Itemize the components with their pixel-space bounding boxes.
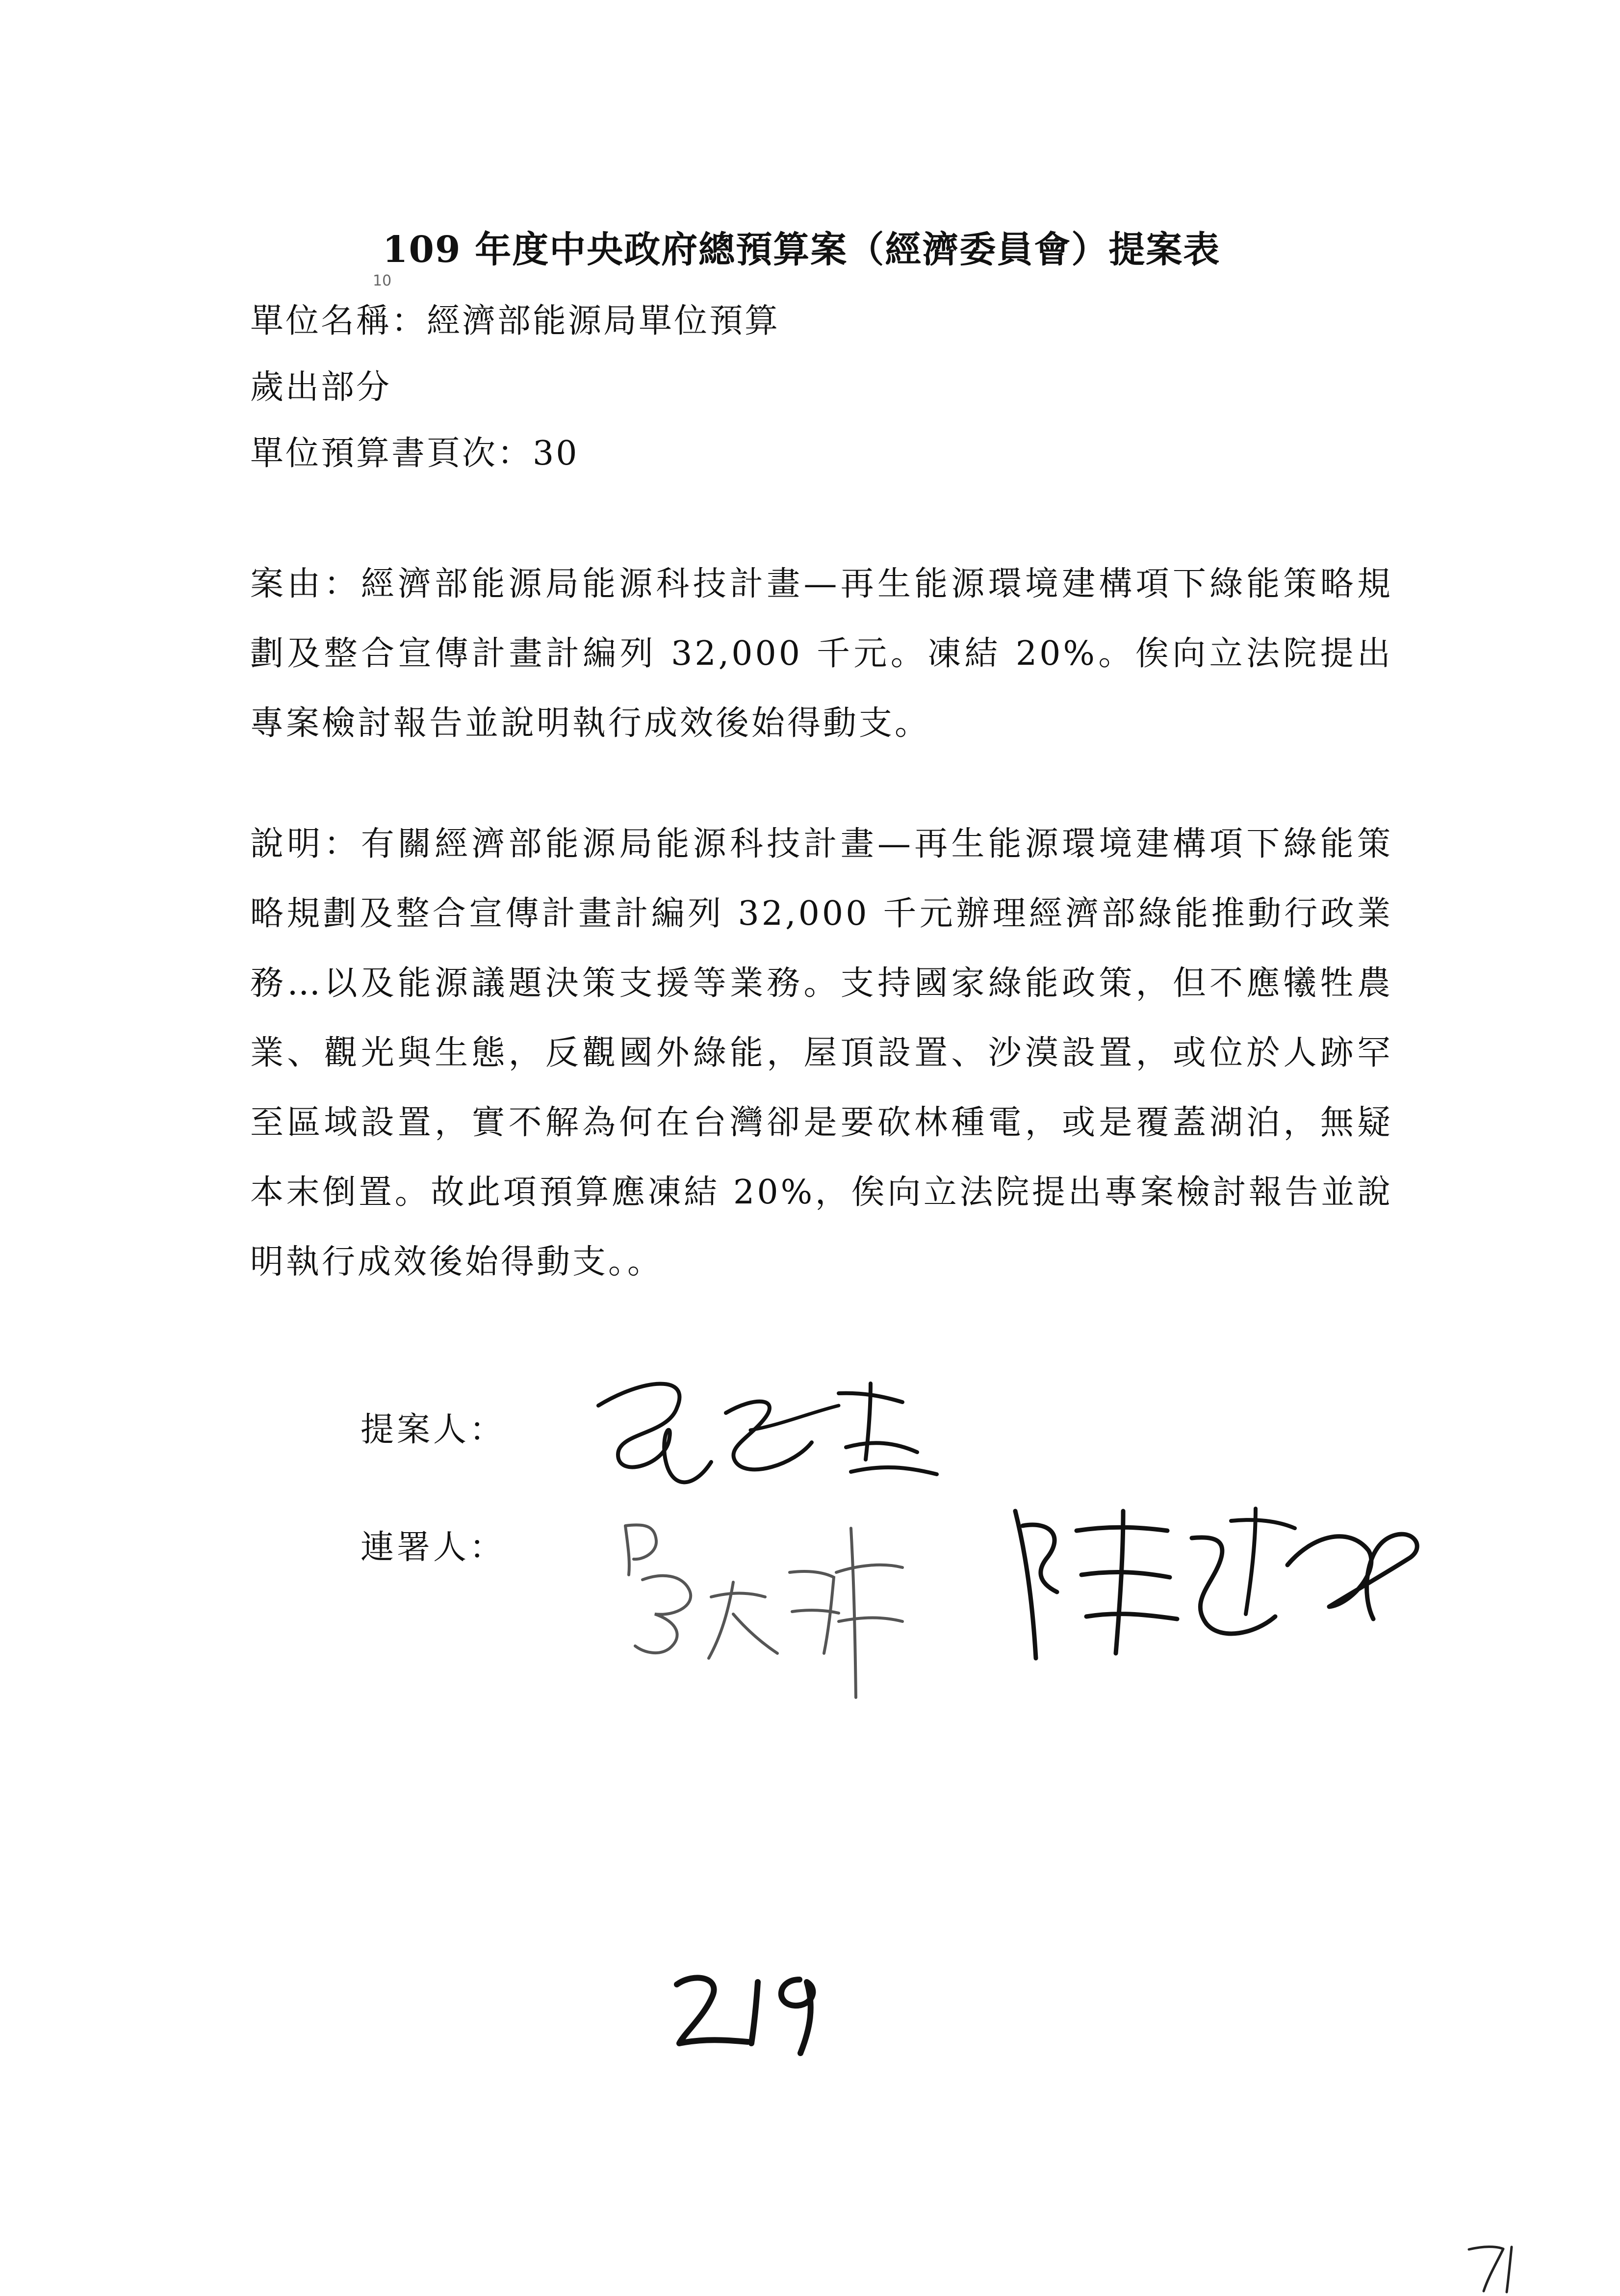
- cosigner-label: 連署人：: [360, 1528, 506, 1567]
- cosigner-signature-1: [608, 1496, 907, 1702]
- proposer-signature: [564, 1349, 966, 1506]
- case-reason-paragraph: 案由：經濟部能源局能源科技計畫—再生能源環境建構項下綠能策略規劃及整合宣傳計畫計編列 32,000 千元。凍結 20%。俟向立法院提出專案檢討報告並說明執行成效後始得動支。: [250, 565, 1393, 743]
- handwritten-page-number: [667, 1962, 829, 2056]
- explanation-paragraph: 說明：有關經濟部能源局能源科技計畫—再生能源環境建構項下綠能策略規劃及整合宣傳計畫計編列 32,000 千元辦理經濟部綠能推動行政業務…以及能源議題決策支援等業務。支持國家綠能政策，但不應犧牲農業、觀光與生態，反觀國外綠能，屋頂設置、沙漠設置，或位於人跡罕至區域設置，實不解為何在台灣卻是要砍林種電，或是覆蓋湖泊，無疑本末倒置。故此項預算應凍結 20%，俟向立法院提出專案檢討報告並說明執行成效後始得動支。。: [250, 825, 1393, 1281]
- small-handwritten-mark: 10: [373, 272, 392, 289]
- corner-page-number: [1462, 2237, 1520, 2296]
- unit-name: 單位名稱：經濟部能源局單位預算: [250, 302, 780, 340]
- section-name: 歲出部分: [250, 368, 392, 407]
- proposer-label: 提案人：: [360, 1410, 506, 1449]
- document-title: 109 年度中央政府總預算案（經濟委員會）提案表: [383, 229, 1221, 271]
- cosigner-signature-2: [1001, 1491, 1432, 1668]
- budget-page-reference: 單位預算書頁次：30: [250, 434, 579, 473]
